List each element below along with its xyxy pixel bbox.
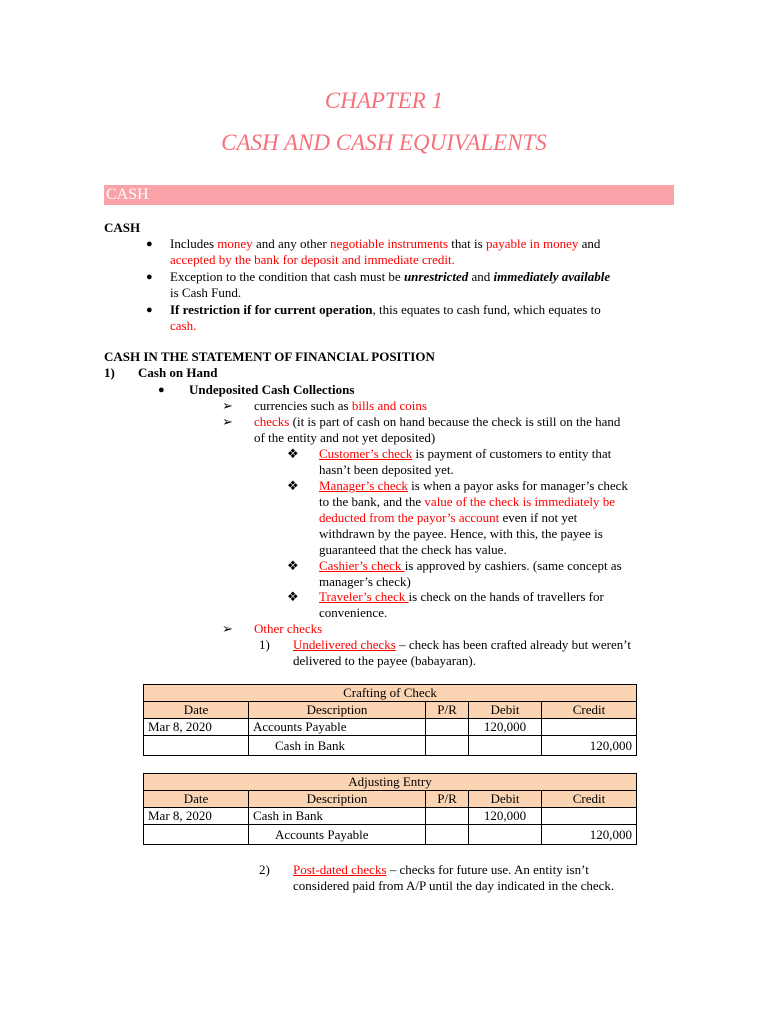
column-header-credit: Credit <box>542 791 637 808</box>
bullet-2-line-1: Exception to the condition that cash must be unrestricted and immediately available <box>170 269 611 284</box>
column-header-date: Date <box>144 791 249 808</box>
column-header-description: Description <box>249 702 426 719</box>
cell-date <box>144 825 249 845</box>
managers-check-line-4: withdrawn by the payee. Hence, with this, the payee is <box>319 526 603 541</box>
arrow-icon: ➢ <box>222 621 233 636</box>
chapter-title: CASH AND CASH EQUIVALENTS <box>221 130 547 155</box>
customers-check-line-2: hasn’t been deposited yet. <box>319 462 454 477</box>
adjusting-entry-table <box>143 773 637 845</box>
table-row <box>144 719 637 736</box>
managers-check-line-1: Manager’s check is when a payor asks for manager’s check <box>319 478 628 493</box>
bullet-3-line-2: cash. <box>170 318 197 333</box>
cashiers-check-line-2: manager’s check) <box>319 574 411 589</box>
other-checks-heading: Other checks <box>254 621 323 636</box>
undelivered-line-1: Undelivered checks – check has been crafted already but weren’t <box>293 637 631 652</box>
cell-credit <box>542 808 637 825</box>
cash-heading: CASH <box>104 220 141 235</box>
managers-check-line-2: to the bank, and the value of the check is immediately be <box>319 494 616 509</box>
column-header-date: Date <box>144 702 249 719</box>
item-1-number: 1) <box>104 365 115 380</box>
sfp-heading: CASH IN THE STATEMENT OF FINANCIAL POSITION <box>104 349 435 364</box>
cell-pr <box>426 808 469 825</box>
table-title: Adjusting Entry <box>144 774 637 791</box>
undelivered-line-2: delivered to the payee (babayaran). <box>293 653 476 668</box>
diamond-bullet-icon: ❖ <box>287 478 299 493</box>
cell-credit <box>542 719 637 736</box>
cell-credit: 120,000 <box>542 825 637 845</box>
cell-description: Accounts Payable <box>249 825 426 845</box>
column-header-description: Description <box>249 791 426 808</box>
postdated-line-1: Post-dated checks – checks for future use. An entity isn’t <box>293 862 589 877</box>
cell-date: Mar 8, 2020 <box>144 719 249 736</box>
cell-description: Accounts Payable <box>249 719 426 736</box>
cell-date <box>144 736 249 756</box>
cell-debit <box>469 825 542 845</box>
bullet-2-line-2: is Cash Fund. <box>170 285 242 300</box>
bullet-icon: ● <box>146 271 153 283</box>
cell-pr <box>426 719 469 736</box>
arrow-icon: ➢ <box>222 414 233 429</box>
customers-check-line-1: Customer’s check is payment of customers to entity that <box>319 446 612 461</box>
section-band: CASH <box>104 185 674 205</box>
travelers-check-line-1: Traveler’s check is check on the hands of travellers for <box>319 589 604 604</box>
column-header-debit: Debit <box>469 702 542 719</box>
undelivered-number: 1) <box>259 637 270 652</box>
cell-pr <box>426 825 469 845</box>
cell-description: Cash in Bank <box>249 808 426 825</box>
column-header-credit: Credit <box>542 702 637 719</box>
cell-debit: 120,000 <box>469 719 542 736</box>
cell-pr <box>426 736 469 756</box>
column-header-pr: P/R <box>426 791 469 808</box>
undeposited-heading: Undeposited Cash Collections <box>189 382 355 397</box>
managers-check-line-5: guaranteed that the check has value. <box>319 542 507 557</box>
diamond-bullet-icon: ❖ <box>287 558 299 573</box>
cell-date: Mar 8, 2020 <box>144 808 249 825</box>
bullet-1-line-1: Includes money and any other negotiable instruments that is payable in money and <box>170 236 601 251</box>
bullet-icon: ● <box>158 384 165 396</box>
cell-credit: 120,000 <box>542 736 637 756</box>
item-1-label: Cash on Hand <box>138 365 218 380</box>
bullet-1-line-2: accepted by the bank for deposit and immediate credit. <box>170 252 455 267</box>
arrow-icon: ➢ <box>222 398 233 413</box>
diamond-bullet-icon: ❖ <box>287 589 299 604</box>
cell-debit: 120,000 <box>469 808 542 825</box>
cell-debit <box>469 736 542 756</box>
chapter-heading: CHAPTER 1 <box>324 88 444 113</box>
bullet-3-line-1: If restriction if for current operation, this equates to cash fund, which equates to <box>170 302 601 317</box>
travelers-check-line-2: convenience. <box>319 605 388 620</box>
bullet-icon: ● <box>146 304 153 316</box>
managers-check-line-3: deducted from the payor’s account even if not yet <box>319 510 578 525</box>
table-row <box>144 825 637 845</box>
crafting-of-check-table <box>143 684 637 756</box>
table-title: Crafting of Check <box>144 685 637 702</box>
table-row <box>144 808 637 825</box>
column-header-pr: P/R <box>426 702 469 719</box>
column-header-debit: Debit <box>469 791 542 808</box>
bullet-icon: ● <box>146 238 153 250</box>
cashiers-check-line-1: Cashier’s check is approved by cashiers. (same concept as <box>319 558 622 573</box>
table-row <box>144 736 637 756</box>
checks-line-1: checks (it is part of cash on hand because the check is still on the hand <box>254 414 621 429</box>
postdated-line-2: considered paid from A/P until the day indicated in the check. <box>293 878 615 893</box>
currencies-line: currencies such as bills and coins <box>254 398 427 413</box>
cell-description: Cash in Bank <box>249 736 426 756</box>
diamond-bullet-icon: ❖ <box>287 446 299 461</box>
checks-line-2: of the entity and not yet deposited) <box>254 430 436 445</box>
postdated-number: 2) <box>259 862 270 877</box>
